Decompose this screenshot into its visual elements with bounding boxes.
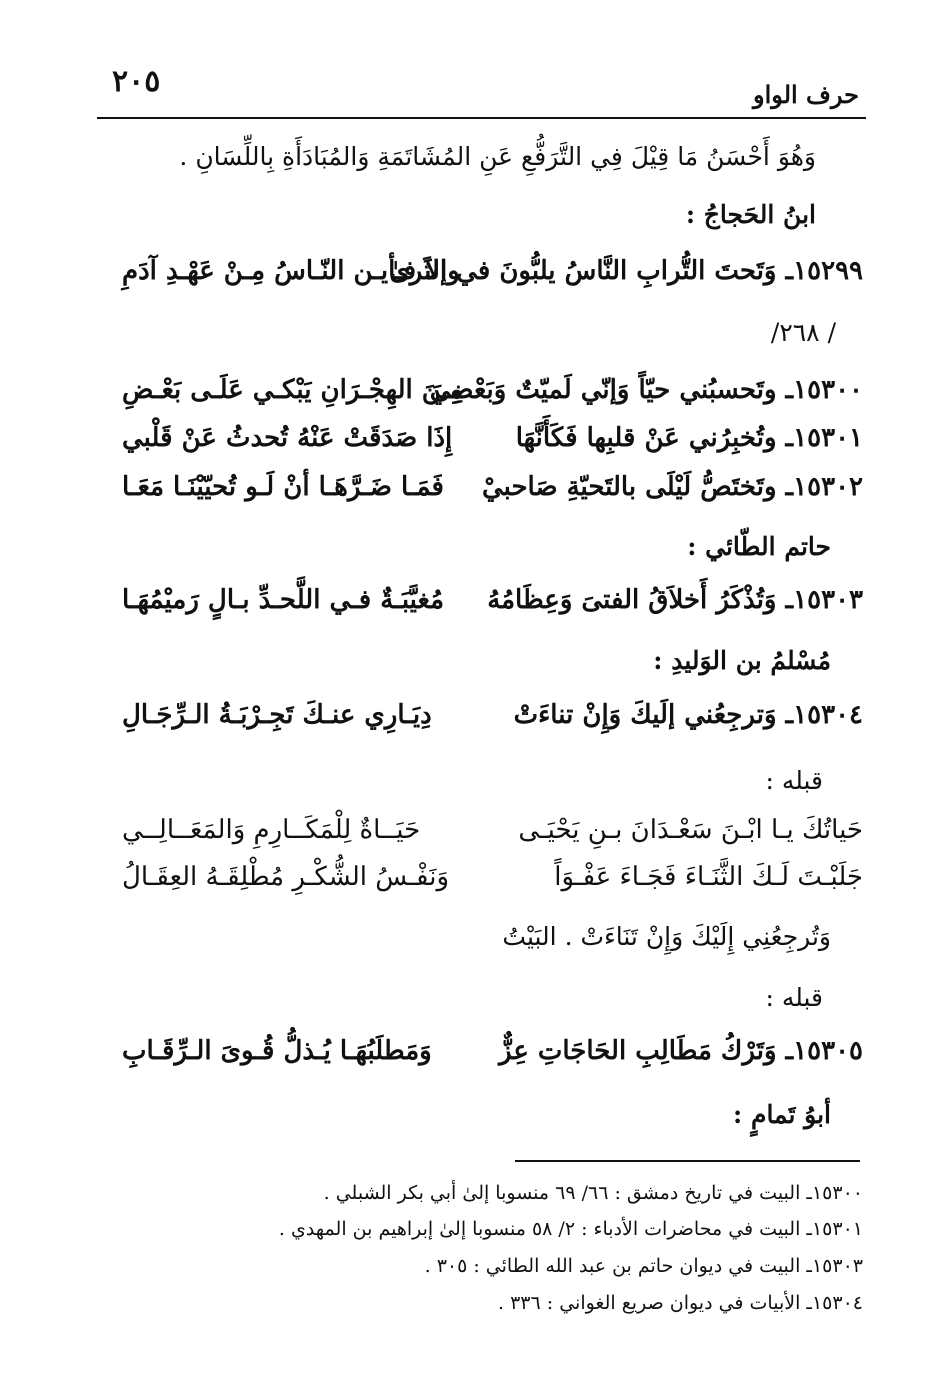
verse-15304 (110, 700, 863, 740)
footnote: ١٥٣٠١ـ البيت في محاضرات الأدباء : ٢/ ٥٨ منسوبا إلىٰ إبراهيم بن المهدي . (278, 1218, 863, 1240)
poet-heading: ابنُ الحَجاجُ : (685, 200, 816, 229)
footnote-rule (515, 1160, 860, 1162)
header-rule (97, 117, 866, 119)
poet-heading: مُسْلمُ بن الوَليدِ : (653, 646, 831, 675)
verse-second-hemistich: إِذَا صَدَقَتْ عَنْهُ تُحدثُ عَنْ قَلْبي (122, 423, 453, 453)
verse-second-hemistich: مُغيَّبَـةٌ فـي اللَّحـدِّ بـالٍ رَميْمُهَـا (122, 585, 444, 615)
page-number: ٢٠٥ (112, 64, 161, 99)
verse-reference: / ٢٦٨/ (770, 318, 836, 347)
poet-heading: حاتم الطّائي : (687, 532, 831, 561)
verse-first-hemistich: حَياتُكَ يـا ابْـنَ سَعْـدَانَ بـنِ يَحْيَـى (518, 815, 863, 845)
quoted-verse-2 (110, 862, 863, 902)
verse-second-hemistich: حَيَــاةٌ لِلْمَكَــارِمِ وَالمَعَــالِــي (122, 815, 421, 845)
verse-15303 (110, 585, 863, 625)
quoted-verse-3: وَتُرجِعُنِي إِلَيْكَ وَإِنْ تَنَاءَتْ . البَيْتُ (502, 922, 831, 951)
verse-15299 (110, 256, 863, 296)
qablahu-label: قبله : (765, 983, 823, 1012)
verse-second-hemistich: مِـنَ الهِجْـرَانِ يَبْكـي عَلَـى بَعْـضِ (122, 375, 464, 405)
verse-15301 (110, 423, 863, 463)
verse-first-hemistich: ١٥٣٠٥ـ وَتَرْكُ مَطَالِبِ الحَاجَاتِ عِزٌّ (498, 1036, 863, 1066)
verse-15302 (110, 472, 863, 512)
verse-first-hemistich: ١٥٣٠٣ـ وَتُذْكَرُ أَخلاَقُ الفتىَ وَعِظَامُهُ (487, 585, 863, 615)
verse-second-hemistich: دِيَـارِي عنـكَ تَجِـرْبَـةُ الـرِّجَـالِ (122, 700, 432, 730)
verse-second-hemistich: وإلاَ فـأيـن النّـاسُ مِـنْ عَهْـدِ آدَمِ (122, 256, 460, 286)
poet-heading: أبوُ تَمامٍ : (733, 1100, 831, 1129)
verse-first-hemistich: ١٥٣٠١ـ وتُخبِرُني عَنْ قلبِها فَكَأَنَّهَا (515, 423, 863, 453)
verse-15300 (110, 375, 863, 415)
verse-second-hemistich: فَمَـا ضَـرَّهَـا أنْ لَـو تُحيّيْنَـا مَعَـا (122, 472, 444, 502)
footnote: ١٥٣٠٣ـ البيت في ديوان حاتم بن عبد الله الطائي : ٣٠٥ . (424, 1255, 863, 1277)
verse-second-hemistich: وَنَفْـسُ الشُّكْـرِ مُطْلِقَـهُ العِقَـالُ (122, 862, 450, 892)
verse-first-hemistich: ١٥٣٠٠ـ وتَحسبُني حيّاً وَإنّي لَميّتٌ وَبَعْضِيَ (429, 375, 863, 405)
verse-first-hemistich: جَلَبْـتَ لَـكَ الثَّنَـاءَ فَجَـاءَ عَفْـوَاً (554, 862, 863, 892)
quoted-verse-1 (110, 815, 863, 855)
chapter-title: حرف الواو (753, 80, 859, 109)
verse-first-hemistich: ١٥٣٠٤ـ وَترجِعُني إلَيكَ وَإِنْ تناءَتْ (513, 700, 863, 730)
footnote: ١٥٣٠٠ـ البيت في تاريخ دمشق : ٦٦/ ٦٩ منسوبا إلىٰ أبي بكر الشبلي . (323, 1182, 863, 1204)
footnote: ١٥٣٠٤ـ الأبيات في ديوان صريع الغواني : ٣٣٦ . (498, 1292, 863, 1314)
qablahu-label: قبله : (765, 766, 823, 795)
intro-line: وَهُوَ أَحْسَنُ مَا قِيْلَ فِي التَّرَفُّعِ عَنِ المُشَاتَمَةِ وَالمُبَادَأَةِ بِاللِّسَانِ . (179, 142, 816, 171)
verse-first-hemistich: ١٥٣٠٢ـ وتَختَصُّ لَيْلَى بالتَحيّةِ صَاحبيْ (481, 472, 863, 502)
verse-15305 (110, 1036, 863, 1076)
verse-second-hemistich: وَمَطلَبُهَـا يُـذلُّ قُـوىَ الـرِّقَـابِ (122, 1036, 432, 1066)
verse-first-hemistich: ١٥٢٩٩ـ وَتَحتَ التُّرابِ النَّاسُ يلبُّونَ في الثَرىٰ (389, 256, 863, 286)
